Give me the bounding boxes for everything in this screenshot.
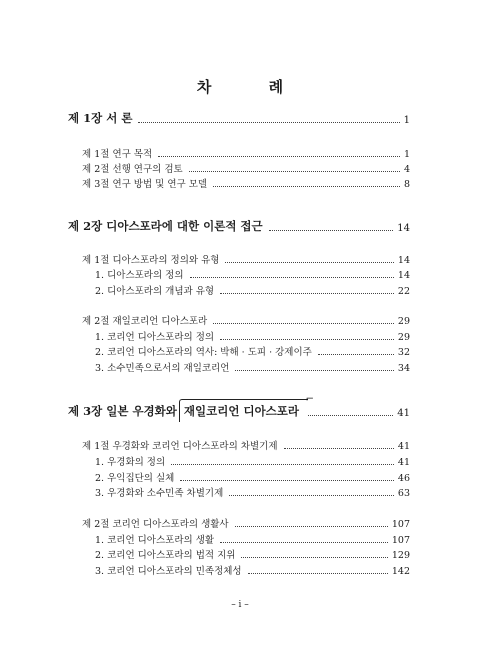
page-number: 41: [397, 457, 410, 468]
section-label: 제 1절 우경화와 코리언 디아스포라의 차별기제: [82, 441, 278, 452]
page-number: 1: [403, 149, 410, 160]
page-number: 14: [397, 255, 410, 266]
page-number: 8: [403, 179, 410, 190]
leader-dots: [158, 156, 400, 157]
section-label: 제 3절 연구 방법 및 연구 모델: [82, 179, 208, 190]
toc-section-1-2[interactable]: [0, 161, 480, 175]
section-label: 제 2절 재일코리언 디아스포라: [82, 316, 208, 327]
page-number: 29: [397, 332, 410, 343]
toc-section-2-2[interactable]: [0, 313, 480, 327]
section-label: 제 2절 코리언 디아스포라의 생활사: [82, 519, 229, 530]
leader-dots: [235, 526, 388, 527]
leader-dots: [318, 354, 394, 355]
section-label: 제 1절 연구 목적: [82, 149, 153, 160]
toc-subsection-3-1-3[interactable]: [0, 485, 480, 499]
toc-title: 차 례: [196, 78, 310, 96]
subsection-label: 3. 소수민족으로서의 재일코리언: [95, 363, 230, 374]
toc-section-1-3[interactable]: [0, 176, 480, 190]
page-number: 14: [397, 223, 410, 234]
leader-dots: [213, 323, 394, 324]
page-number: 46: [397, 473, 410, 484]
page-number: 41: [397, 408, 410, 419]
handwritten-highlight: [181, 394, 314, 418]
leader-dots: [235, 370, 394, 371]
subsection-label: 2. 코리언 디아스포라의 역사: 박해 · 도피 · 강제이주: [95, 347, 312, 358]
toc-subsection-2-2-3[interactable]: [0, 360, 480, 374]
toc-subsection-3-1-2[interactable]: [0, 470, 480, 484]
leader-dots: [189, 171, 400, 172]
page-number: 1: [403, 115, 410, 126]
toc-section-2-1[interactable]: [0, 252, 480, 266]
toc-subsection-3-2-3[interactable]: [0, 563, 480, 577]
leader-dots: [229, 495, 394, 496]
chapter-label-highlight: 재일코리언 디아스포라: [183, 404, 299, 418]
toc-subsection-3-1-1[interactable]: [0, 454, 480, 468]
page-number: 29: [397, 316, 410, 327]
page-number: 129: [391, 550, 410, 561]
page-number: 34: [397, 363, 410, 374]
toc-section-3-1[interactable]: [0, 438, 480, 452]
section-label: 제 2절 선행 연구의 검토: [82, 164, 183, 175]
toc-subsection-3-2-2[interactable]: [0, 547, 480, 561]
leader-dots: [220, 293, 394, 294]
leader-dots: [241, 557, 387, 558]
toc-subsection-2-1-1[interactable]: [0, 267, 480, 281]
page-number: 22: [397, 286, 410, 297]
leader-dots: [220, 542, 388, 543]
toc-subsection-2-1-2[interactable]: [0, 283, 480, 297]
leader-dots: [308, 415, 393, 416]
subsection-label: 1. 우경화의 정의: [95, 457, 166, 468]
page-number: 41: [397, 441, 410, 452]
page-number: 63: [397, 488, 410, 499]
leader-dots: [138, 122, 399, 123]
handwritten-arrow-icon: ⌐: [305, 394, 314, 405]
leader-dots: [269, 230, 394, 231]
leader-dots: [225, 262, 393, 263]
subsection-label: 1. 코리언 디아스포라의 생활: [95, 535, 215, 546]
toc-chapter-1[interactable]: [0, 112, 480, 126]
page-number: 32: [397, 347, 410, 358]
chapter-label: 제 2장 디아스포라에 대한 이론적 접근: [68, 219, 263, 233]
section-label: 제 1절 디아스포라의 정의와 유형: [82, 255, 220, 266]
chapter-label-main: 제 3장 일본 우경화와: [68, 404, 177, 418]
subsection-label: 1. 디아스포라의 정의: [95, 270, 184, 281]
toc-subsection-2-2-2[interactable]: [0, 344, 480, 358]
subsection-label: 3. 우경화와 소수민족 차별기제: [95, 488, 224, 499]
subsection-label: 1. 코리언 디아스포라의 정의: [95, 332, 215, 343]
page-number: 107: [391, 535, 410, 546]
page-footer: – i –: [231, 600, 249, 610]
handwritten-bracket: [179, 399, 308, 422]
leader-dots: [248, 573, 388, 574]
page-number: 14: [397, 270, 410, 281]
page-number: 4: [403, 164, 410, 175]
leader-dots: [180, 480, 394, 481]
leader-dots: [220, 339, 394, 340]
leader-dots: [213, 186, 400, 187]
leader-dots: [190, 277, 394, 278]
subsection-label: 2. 코리언 디아스포라의 법적 지위: [95, 550, 236, 561]
chapter-label: 제 1장 서 론: [68, 111, 133, 125]
page-number: 107: [391, 519, 410, 530]
leader-dots: [171, 464, 394, 465]
toc-section-3-2[interactable]: [0, 516, 480, 530]
leader-dots: [284, 448, 394, 449]
toc-subsection-3-2-1[interactable]: [0, 532, 480, 546]
toc-chapter-2[interactable]: [0, 220, 480, 234]
subsection-label: 2. 우익집단의 실체: [95, 473, 175, 484]
toc-chapter-3[interactable]: [0, 394, 480, 419]
subsection-label: 2. 디아스포라의 개념과 유형: [95, 286, 215, 297]
chapter-label: [0, 394, 314, 419]
page-number: 142: [391, 566, 410, 577]
toc-subsection-2-2-1[interactable]: [0, 329, 480, 343]
subsection-label: 3. 코리언 디아스포라의 민족정체성: [95, 566, 242, 577]
toc-section-1-1[interactable]: [0, 146, 480, 160]
